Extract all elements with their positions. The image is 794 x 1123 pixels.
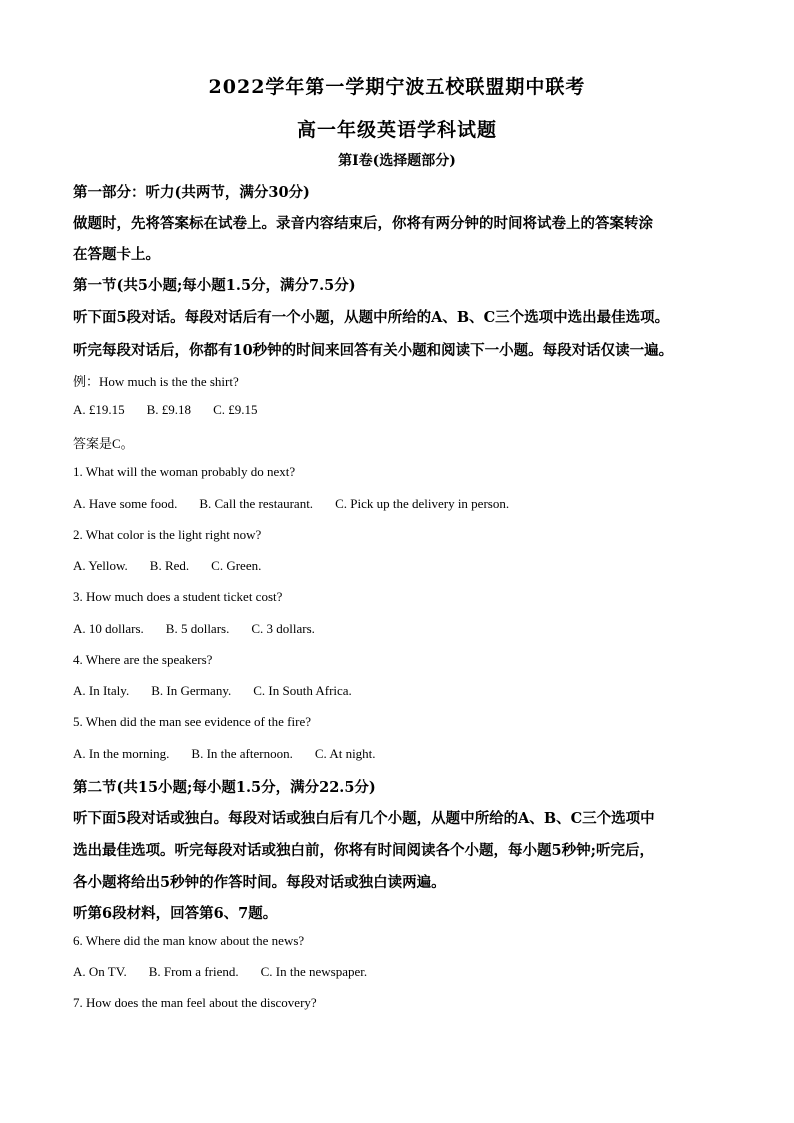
q6-option-b: B. From a friend. <box>148 964 239 979</box>
example-options <box>73 402 733 418</box>
part1-instruction-line2: 在答题卡上。 <box>73 246 160 263</box>
question-2: 2. What color is the light right now? <box>73 527 262 542</box>
section2-instruction-line1: 听下面5段对话或独白。每段对话或独白后有几个小题，从题中所给的A、B、C三个选项中 <box>73 810 655 827</box>
section1-heading: 第一节(共5小题;每小题1.5分，满分7.5分) <box>73 277 356 294</box>
part1-heading: 第一部分：听力(共两节，满分30分) <box>73 184 310 201</box>
volume-heading: 第Ⅰ卷(选择题部分) <box>338 153 456 169</box>
exam-subtitle: 高一年级英语学科试题 <box>296 119 497 141</box>
example-option-a: A. £19.15 <box>73 402 125 417</box>
q5-option-a: A. In the morning. <box>73 746 170 761</box>
section1-instruction-line2: 听完每段对话后，你都有10秒钟的时间来回答有关小题和阅读下一小题。每段对话仅读一遍。 <box>73 342 674 359</box>
q5-option-c: C. At night. <box>314 746 376 761</box>
question-3: 3. How much does a student ticket cost? <box>73 589 283 604</box>
question-4: 4. Where are the speakers? <box>73 652 213 667</box>
q2-option-b: B. Red. <box>149 558 190 573</box>
exam-title: 2022学年第一学期宁波五校联盟期中联考 <box>208 76 586 98</box>
question-1: 1. What will the woman probably do next? <box>73 464 296 479</box>
q6-option-a: A. On TV. <box>73 964 127 979</box>
question-2-options <box>73 558 733 574</box>
question-7: 7. How does the man feel about the discovery? <box>73 995 317 1010</box>
question-5-options <box>73 746 733 762</box>
example-question: 例：How much is the the shirt? <box>73 374 239 389</box>
q1-option-b: B. Call the restaurant. <box>199 496 314 511</box>
question-4-options <box>73 683 733 699</box>
q4-option-c: C. In South Africa. <box>253 683 352 698</box>
question-6-options <box>73 964 733 980</box>
material-heading: 听第6段材料，回答第6、7题。 <box>73 905 278 922</box>
q3-option-a: A. 10 dollars. <box>73 621 144 636</box>
q6-option-c: C. In the newspaper. <box>260 964 368 979</box>
q2-option-a: A. Yellow. <box>73 558 128 573</box>
section1-instruction-line1: 听下面5段对话。每段对话后有一个小题，从题中所给的A、B、C三个选项中选出最佳选项。 <box>73 309 670 326</box>
example-option-b: B. £9.18 <box>146 402 192 417</box>
question-3-options <box>73 621 733 637</box>
q1-option-a: A. Have some food. <box>73 496 178 511</box>
q2-option-c: C. Green. <box>211 558 262 573</box>
part1-instruction-line1: 做题时，先将答案标在试卷上。录音内容结束后，你将有两分钟的时间将试卷上的答案转涂 <box>73 215 653 232</box>
q5-option-b: B. In the afternoon. <box>191 746 293 761</box>
question-1-options <box>73 496 733 512</box>
example-option-c: C. £9.15 <box>213 402 258 417</box>
q1-option-c: C. Pick up the delivery in person. <box>335 496 510 511</box>
question-5: 5. When did the man see evidence of the fire? <box>73 714 311 729</box>
q3-option-c: C. 3 dollars. <box>251 621 315 636</box>
example-answer: 答案是C。 <box>73 436 134 451</box>
q4-option-a: A. In Italy. <box>73 683 130 698</box>
section2-instruction-line3: 各小题将给出5秒钟的作答时间。每段对话或独白读两遍。 <box>73 874 446 891</box>
q4-option-b: B. In Germany. <box>151 683 232 698</box>
question-6: 6. Where did the man know about the news? <box>73 933 305 948</box>
section2-heading: 第二节(共15小题;每小题1.5分，满分22.5分) <box>73 779 376 796</box>
q3-option-b: B. 5 dollars. <box>165 621 230 636</box>
section2-instruction-line2: 选出最佳选项。听完每段对话或独白前，你将有时间阅读各个小题，每小题5秒钟;听完后， <box>73 842 654 859</box>
